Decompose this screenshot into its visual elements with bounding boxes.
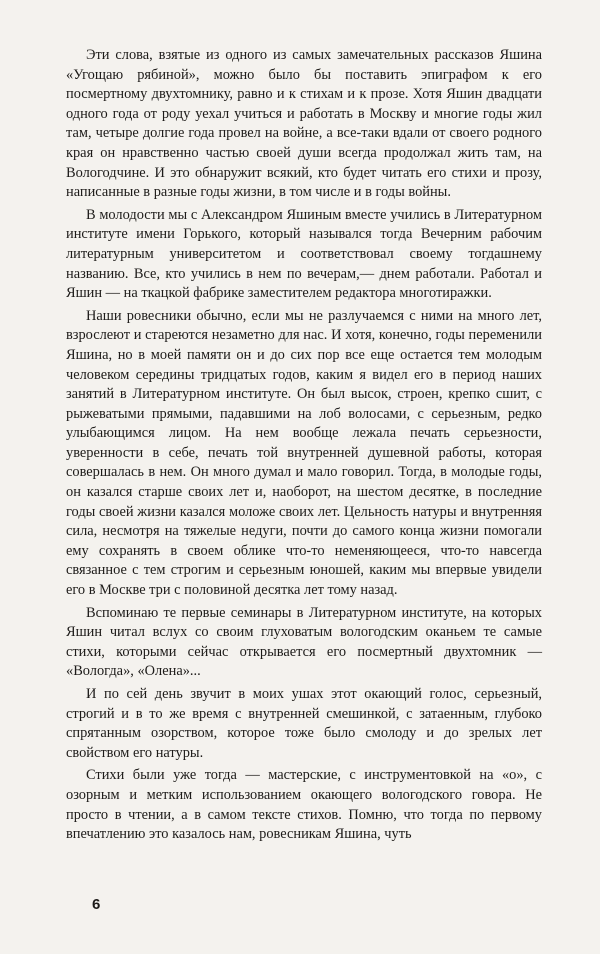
paragraph-4: Вспоминаю те первые семинары в Литературном институте, на которых Яшин читал вслух со своим глуховатым вологодским оканьем те самые стихи, которыми сейчас открывается его посмертный двухтомник — «Вологда», «Олена»...	[66, 604, 542, 680]
page-number: 6	[92, 896, 101, 913]
body-text	[66, 46, 542, 848]
paragraph-1: Эти слова, взятые из одного из самых замечательных рассказов Яшина «Угощаю рябиной», можно было бы поставить эпиграфом к его посмертному двухтомнику, равно и к стихам и к прозе. Хотя Яшин двадцати одного года от роду уехал учиться и работать в Москву и многие годы жил там, четыре долгие года провел на войне, а все-таки вдали от своего родного края он нравственно частью своей души всегда продолжал жить там, на Вологодчине. И это обнаружит всякий, кто будет читать его стихи и прозу, написанные в разные годы жизни, в том числе и в годы войны.	[66, 47, 542, 201]
paragraph-2: В молодости мы с Александром Яшиным вместе учились в Литературном институте имени Горького, который назывался тогда Вечерним рабочим литературным университетом и соответствовал своему тогдашнему названию. Все, кто учились в нем по вечерам,— днем работали. Работал и Яшин — на ткацкой фабрике заместителем редактора многотиражки.	[66, 206, 542, 302]
paragraph-6: Стихи были уже тогда — мастерские, с инструментовкой на «о», с озорным и метким использованием окающего вологодского говора. Не просто в чтении, а в самом тексте стихов. Помню, что тогда по первому впечатлению это казалось нам, ровесникам Яшина, чуть	[66, 767, 542, 843]
paragraph-5: И по сей день звучит в моих ушах этот окающий голос, серьезный, строгий и в то же время с внутренней смешинкой, с затаенным, глубоко спрятанным озорством, которое тоже было смолоду и до зрелых лет свойством его натуры.	[66, 686, 542, 761]
paragraph-3: Наши ровесники обычно, если мы не разлучаемся с ними на много лет, взрослеют и стареются незаметно для нас. И хотя, конечно, годы переменили Яшина, но в моей памяти он и до сих пор все еще остается тем молодым человеком середины тридцатых годов, каким я видел его в период наших занятий в Литературном институте. Он был высок, строен, крепко сшит, с рыжеватыми прямыми, падавшими на лоб волосами, с серьезным, редко улыбающимся лицом. На нем вообще лежала печать серьезности, уверенности в себе, печать той внутренней душевной работы, которая совершалась в нем. Он много думал и мало говорил. Тогда, в молодые годы, он казался старше своих лет и, наоборот, на шестом десятке, в последние годы своей жизни казался моложе своих лет. Цельность натуры и внутренняя сила, несмотря на тяжелые недуги, почти до самого конца жизни помогали ему сохранять в своем облике что-то неменяющееся, что-то навсегда связанное с тем строгим и серьезным юношей, каким мы впервые увидели его в Москве три с половиной десятка лет тому назад.	[66, 307, 542, 599]
